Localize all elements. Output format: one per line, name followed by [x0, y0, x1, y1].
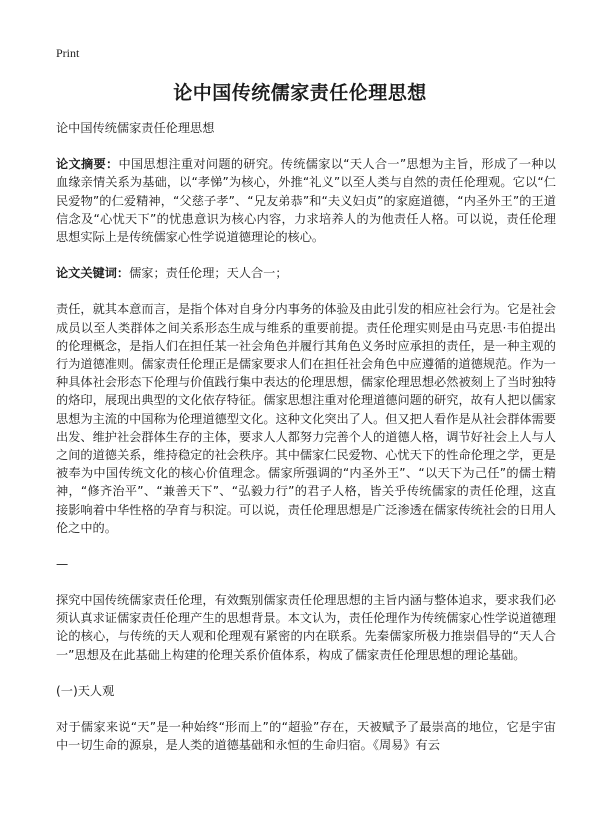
keywords-paragraph: [56, 264, 556, 282]
subsection-heading: (一)天人观: [56, 683, 115, 698]
keywords-text: 儒家；责任伦理；天人合一；: [129, 266, 288, 281]
abstract-paragraph: [56, 155, 556, 246]
abstract-label: 论文摘要：: [56, 157, 119, 172]
body-paragraph-2: 探究中国传统儒家责任伦理，有效甄别儒家责任伦理思想的主旨内涵与整体追求，要求我们必须认真求证儒家责任伦理产生的思想背景。本文认为，责任伦理作为传统儒家心性学说道德理论的核心，与传统的天人观和伦理观有紧密的内在联系。先秦儒家所极力推崇倡导的“天人合一”思想及在此基础上构建的伦理关系价值体系，构成了儒家责任伦理思想的理论基础。: [56, 593, 556, 662]
article-body: [56, 119, 556, 772]
page-title: 论中国传统儒家责任伦理思想: [173, 82, 427, 104]
keywords-label: 论文关键词：: [56, 266, 130, 281]
article-subtitle: 论中国传统儒家责任伦理思想: [56, 121, 215, 135]
print-link[interactable]: Print: [56, 46, 80, 60]
body-paragraph-3: 对于儒家来说“天”是一种始终“形而上”的“超验”存在，天被赋予了最崇高的地位，它是宇宙中一切生命的源泉，是人类的道德基础和永恒的生命归宿。《周易》有云: [56, 720, 556, 753]
section-mark: —: [56, 557, 69, 572]
abstract-text: 中国思想注重对问题的研究。传统儒家以“天人合一”思想为主旨，形成了一种以血缘亲情关系为基础，以“孝悌”为核心，外推“礼义”以至人类与自然的责任伦理观。它以“仁民爱物”的仁爱精神，“父慈子孝”、“兄友弟恭”和“夫义妇贞”的家庭道德，“内圣外王”的王道信念及“心忧天下”的忧患意识为核心内容，力求培养人的为他责任人格。可以说，责任伦理思想实际上是传统儒家心性学说道德理论的核心。: [56, 157, 556, 245]
body-paragraph-1: 责任，就其本意而言，是指个体对自身分内事务的体验及由此引发的相应社会行为。它是社会成员以至人类群体之间关系形态生成与维系的重要前提。责任伦理实则是由马克思·韦伯提出的伦理概念，是指人们在担任某一社会角色并履行其角色义务时应承担的责任，是一种主观的行为道德准则。儒家责任伦理正是儒家要求人们在担任社会角色中应遵循的道德规范。作为一种具体社会形态下伦理与价值践行集中表达的伦理思想，儒家伦理思想必然被刻上了当时独特的烙印，展现出典型的文化依存特征。儒家思想注重对伦理道德问题的研究，故有人把以儒家思想为主流的中国称为伦理道德型文化。这种文化突出了人。但又把人看作是从社会群体需要出发、维护社会群体生存的主体，要求人人都努力完善个人的道德人格，调节好社会上人与人之间的道德关系，维持稳定的社会秩序。其中儒家仁民爱物、心忧天下的性命伦理之学，更是被奉为中国传统文化的核心价值理念。儒家所强调的“内圣外王”、“以天下为己任”的儒士精神，“修齐治平”、“兼善天下”、“弘毅力行”的君子人格，皆关乎传统儒家的责任伦理，这直接影响着中华性格的孕育与积淀。可以说，责任伦理思想是广泛渗透在儒家传统社会的日用人伦之中的。: [56, 302, 556, 535]
